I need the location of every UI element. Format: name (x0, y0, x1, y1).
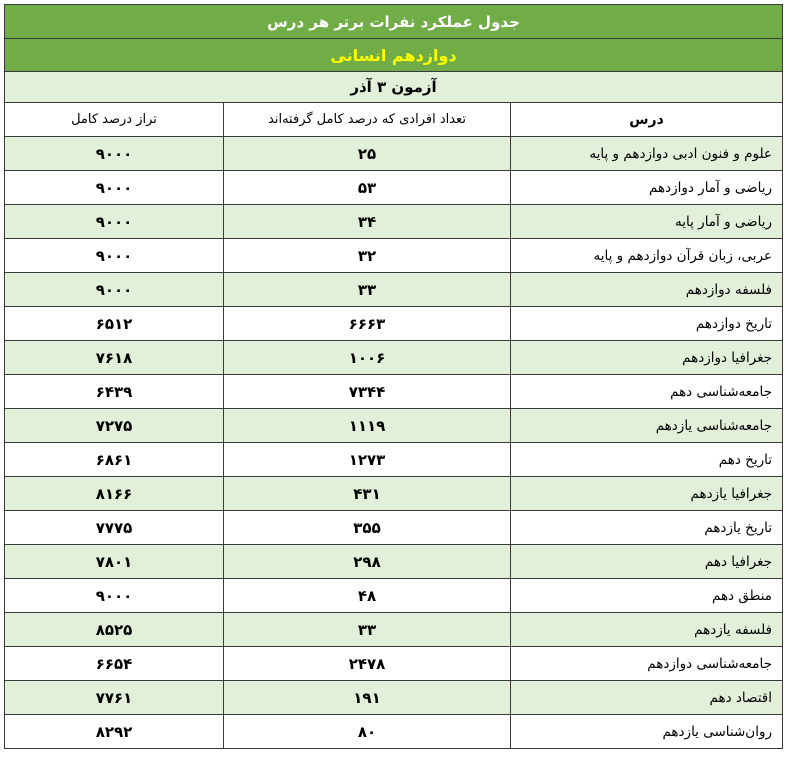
count-cell: ۸۰ (224, 715, 511, 749)
subject-cell: علوم و فنون ادبی دوازدهم و پایه (511, 137, 783, 171)
score-cell: ۹۰۰۰ (5, 579, 224, 613)
table-row (5, 477, 783, 511)
count-cell: ۴۸ (224, 579, 511, 613)
subject-cell: ریاضی و آمار پایه (511, 205, 783, 239)
title-row (5, 5, 783, 39)
subject-cell: روان‌شناسی یازدهم (511, 715, 783, 749)
count-cell: ۱۹۱ (224, 681, 511, 715)
count-cell: ۲۵ (224, 137, 511, 171)
table-row (5, 137, 783, 171)
header-subject: درس (511, 103, 783, 137)
count-cell: ۳۵۵ (224, 511, 511, 545)
table-row (5, 545, 783, 579)
subject-cell: جغرافیا دوازدهم (511, 341, 783, 375)
table-row (5, 681, 783, 715)
score-cell: ۹۰۰۰ (5, 239, 224, 273)
count-cell: ۲۴۷۸ (224, 647, 511, 681)
count-cell: ۳۳ (224, 273, 511, 307)
count-cell: ۲۹۸ (224, 545, 511, 579)
score-cell: ۹۰۰۰ (5, 137, 224, 171)
table-row (5, 613, 783, 647)
score-cell: ۷۶۱۸ (5, 341, 224, 375)
score-cell: ۹۰۰۰ (5, 171, 224, 205)
header-row (5, 103, 783, 137)
exam-row (5, 72, 783, 103)
score-cell: ۶۶۵۴ (5, 647, 224, 681)
subject-cell: جامعه‌شناسی دوازدهم (511, 647, 783, 681)
subject-cell: جغرافیا یازدهم (511, 477, 783, 511)
count-cell: ۱۱۱۹ (224, 409, 511, 443)
subject-cell: منطق دهم (511, 579, 783, 613)
table-row (5, 579, 783, 613)
table-row (5, 307, 783, 341)
subject-cell: ریاضی و آمار دوازدهم (511, 171, 783, 205)
table-title: جدول عملکرد نفرات برتر هر درس (5, 5, 783, 39)
count-cell: ۱۰۰۶ (224, 341, 511, 375)
subject-cell: جامعه‌شناسی یازدهم (511, 409, 783, 443)
score-cell: ۸۵۲۵ (5, 613, 224, 647)
table-row (5, 273, 783, 307)
table-row (5, 239, 783, 273)
count-cell: ۳۲ (224, 239, 511, 273)
score-cell: ۷۸۰۱ (5, 545, 224, 579)
score-cell: ۸۱۶۶ (5, 477, 224, 511)
score-cell: ۹۰۰۰ (5, 205, 224, 239)
table-row (5, 171, 783, 205)
results-table-container (4, 4, 782, 749)
score-cell: ۸۲۹۲ (5, 715, 224, 749)
count-cell: ۳۳ (224, 613, 511, 647)
subject-cell: تاریخ دهم (511, 443, 783, 477)
score-cell: ۷۷۷۵ (5, 511, 224, 545)
table-subtitle: دوازدهم انسانی (5, 39, 783, 72)
count-cell: ۷۳۴۴ (224, 375, 511, 409)
subject-cell: تاریخ دوازدهم (511, 307, 783, 341)
subtitle-row (5, 39, 783, 72)
score-cell: ۶۵۱۲ (5, 307, 224, 341)
exam-label: آزمون ۳ آذر (5, 72, 783, 103)
subject-cell: اقتصاد دهم (511, 681, 783, 715)
header-count: تعداد افرادی که درصد کامل گرفته‌اند (224, 103, 511, 137)
score-cell: ۶۴۳۹ (5, 375, 224, 409)
subject-cell: جامعه‌شناسی دهم (511, 375, 783, 409)
results-table (4, 4, 783, 749)
count-cell: ۶۶۶۳ (224, 307, 511, 341)
table-row (5, 647, 783, 681)
table-row (5, 443, 783, 477)
table-row (5, 375, 783, 409)
table-row (5, 715, 783, 749)
count-cell: ۵۳ (224, 171, 511, 205)
count-cell: ۴۳۱ (224, 477, 511, 511)
table-row (5, 511, 783, 545)
subject-cell: تاریخ یازدهم (511, 511, 783, 545)
subject-cell: فلسفه یازدهم (511, 613, 783, 647)
table-row (5, 341, 783, 375)
subject-cell: عربی، زبان قرآن دوازدهم و پایه (511, 239, 783, 273)
subject-cell: فلسفه دوازدهم (511, 273, 783, 307)
table-row (5, 409, 783, 443)
score-cell: ۹۰۰۰ (5, 273, 224, 307)
score-cell: ۷۲۷۵ (5, 409, 224, 443)
count-cell: ۱۲۷۳ (224, 443, 511, 477)
count-cell: ۳۴ (224, 205, 511, 239)
header-score: تراز درصد کامل (5, 103, 224, 137)
table-row (5, 205, 783, 239)
score-cell: ۶۸۶۱ (5, 443, 224, 477)
subject-cell: جغرافیا دهم (511, 545, 783, 579)
score-cell: ۷۷۶۱ (5, 681, 224, 715)
